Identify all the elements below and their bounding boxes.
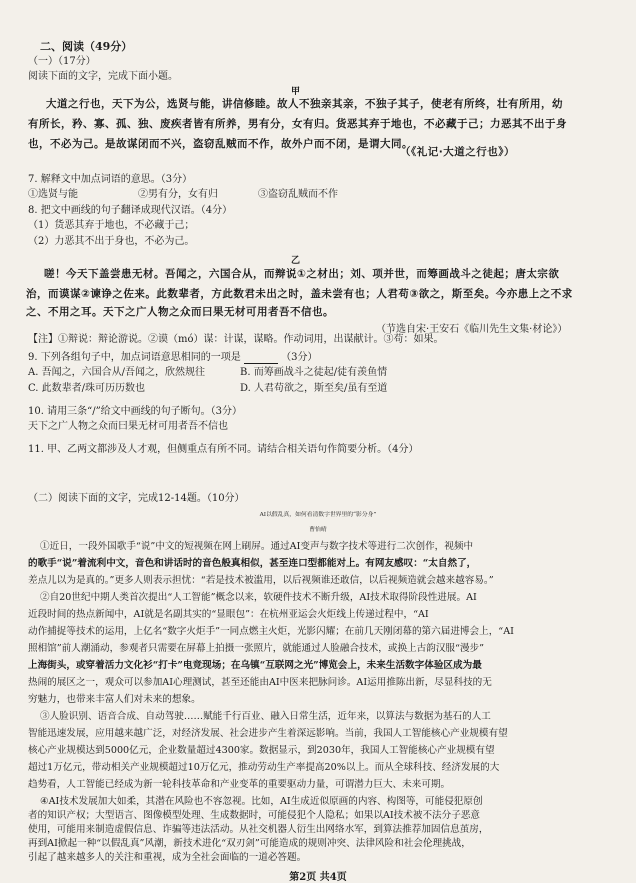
article-line-12: 智能迅速发展，应用越来越广泛，对经济发展、社会进步产生着深远影响。当前，我国人工智能核心产业规模有望 [28,728,508,739]
article-line-7: 照相馆”前人潮涌动，参观者只需要在屏幕上拍摄一张照片，就能通过人脸融合技术，或换上古韵汉服“漫步” [28,643,485,654]
jia-source: （《礼记·大道之行也》） [400,146,515,158]
article-line-15: 趋势看，人工智能已经成为新一轮科技革命和产业变革的重要驱动力量，可谓潜力巨大、未来可期。 [28,779,451,790]
yi-source: （节选自宋·王安石《临川先生文集·材论》） [376,324,568,335]
article-line-10: 穷魅力，也带来丰富人们对未来的想象。 [28,694,201,705]
article-line-4: ②自20世纪中期人类首次提出“人工智能”概念以来，软硬件技术不断升级，AI技术取得阶段性进展。AI [40,592,477,603]
article-line-2: 的歌手“说”着流利中文，音色和讲话时的音色般真相似，甚至连口型都能对上。有网友感叹：“太自然了， [28,558,477,569]
part1-instruction: 阅读下面的文字，完成下面小题。 [28,71,178,82]
jia-line-2: 有所长，矜、寡、孤、独、废疾者皆有所养，男有分，女有归。货恶其弃于地也，不必藏于己；力恶其不出于身 [28,118,567,130]
yi-mark: 乙 [291,256,301,266]
annotation-note: 【注】①辩说：辩论游说。②谟（mó）谋：计谋，谋略。作动词用，出谋献计。③苟：如果。 [28,334,444,345]
article-line-16: ④AI技术发展加大如柔，其潜在风险也不容忽视。比如，AI生成近似原画的内容、构图等，可能侵犯原创 [40,796,483,807]
article-line-6: 动作捕捉等技术的运用，上亿名“数字火炬手”一同点燃主火炬，光影闪耀；在前几天刚闭幕的第六届进博会上，“AI [28,626,514,637]
q9-answer-blank [244,354,278,364]
article-line-11: ③人脸识别、语音合成、自动驾驶……赋能千行百业、融入日常生活，近年来，以算法与数据为基石的人工 [40,711,491,722]
part1-heading: （一）（17分） [28,56,96,67]
article-line-14: 超过1万亿元，带动相关产业规模超过10万亿元，推动劳动生产率提高20%以上。而从全球科技、经济发展的大 [28,762,500,773]
yi-line-1: 嗟！今天下盖尝患无材。吾闻之，六国合从，而辩说①之材出；刘、项并世，而筹画战斗之徒起；唐太宗欲 [44,268,560,280]
article-author: 曹怡晴 [309,527,327,533]
part2-heading: （二）阅读下面的文字，完成12-14题。（10分） [28,493,245,504]
article-line-13: 核心产业规模达到5000亿元，企业数量超过4300家。数据显示，到2030年，我国人工智能核心产业规模有望 [28,745,495,756]
jia-line-3: 也，不必为己。是故谋闭而不兴，盗窃乱贼而不作，故外户而不闭，是谓大同。 [28,138,413,150]
article-line-9: 热闹的展区之一，观众可以参加AI心理测试，甚至还能由AI中医来把脉问诊。AI运用推陈出新，尽显科技的无 [28,677,492,688]
article-line-19: 再到AI掀起一种“以假乱真”风潮，新技术进化“双刃剑”可能造成的规则冲突、法律风险和社会伦理挑战， [28,838,471,849]
question-7: 7. 解释文中加点词语的意思。（3分） [28,174,193,185]
q9-option-d: D. 人君苟欲之，斯至矣/虽有至道 [240,383,388,394]
article-line-20: 引起了越来越多人的关注和重视，成为全社会面临的一道必答题。 [28,852,307,863]
article-line-17: 者的知识产权；大型语言、图像模型处理、生成数据时，可能侵犯个人隐私；如果以AI技术被不法分子恶意 [28,810,481,821]
q7-item-1: ①选贤与能 [28,189,78,200]
q9-score: （3分） [281,352,318,363]
article-line-3: 差点儿以为是真的。”更多人则表示担忧：“若是技术被滥用，以后视频谁还敢信，以后视频造就会越来越容易。” [28,575,494,586]
article-line-1: ①近日，一段外国歌手“说”中文的短视频在网上刷屏。通过AI变声与数字技术等进行二次创作，视频中 [40,541,474,552]
yi-line-3: 之、不用之耳。天下之广人物之众而曰果无材可用者吾不信也。 [26,306,334,318]
yi-line-2: 治，而谟谋②谏诤之佐来。此数辈者，方此数君未出之时，盖未尝有也；人君苟③欲之，斯至矣。今亦患上之不求 [26,288,573,300]
jia-mark: 甲 [291,87,301,97]
question-9 [28,352,317,364]
question-10: 10. 请用三条“/”给文中画线的句子断句。（3分） [28,406,243,417]
article-line-18: 使用，可能用来制造虚假信息、诈骗等违法活动。从社交机器人衍生出网络水军，到算法推荐加固信息茧房， [28,824,489,835]
article-title: AI以假乱真，如何看清数字世界里的“影分身” [259,512,377,518]
q9-option-b: B. 而筹画战斗之徒起/徒有羡鱼情 [240,367,388,378]
q9-option-c: C. 此数辈者/珠可历历数也 [28,383,146,394]
question-8: 8. 把文中画线的句子翻译成现代汉语。（4分） [28,205,233,216]
article-line-5: 近段时间的热点新闻中，AI就是名副其实的“显眼包”：在杭州亚运会火炬线上传递过程中，“AI [28,609,429,620]
q7-item-3: ③盗窃乱贼而不作 [258,189,338,200]
q8-item-2: （2）力恶其不出于身也，不必为己。 [28,236,195,247]
q9-option-a: A. 吾闻之，六国合从/吾闻之，欣然规往 [28,367,205,378]
page-footer: 第2页 共4页 [289,872,347,883]
q9-text: 9. 下列各组句子中，加点词语意思相同的一项是 [28,352,241,363]
jia-line-1: 大道之行也，天下为公，选贤与能，讲信修睦。故人不独亲其亲，不独子其子，使老有所终，壮有所用，幼 [46,98,563,110]
question-11: 11. 甲、乙两文都涉及人才观，但侧重点有所不同。请结合相关语句作简要分析。（4分） [28,444,419,455]
q7-item-2: ②男有分，女有归 [138,189,218,200]
article-line-8: 上海街头，或穿着活力文化衫“打卡”电竞现场；在乌镇“互联网之光”博览会上，未来生活数字体验区成为最 [28,660,482,671]
q8-item-1: （1）货恶其弃于地也，不必藏于己； [28,220,195,231]
section-heading: 二、阅读（49分） [40,40,133,53]
q10-sentence: 天下之广人物之众而曰果无材可用者吾不信也 [28,421,228,432]
